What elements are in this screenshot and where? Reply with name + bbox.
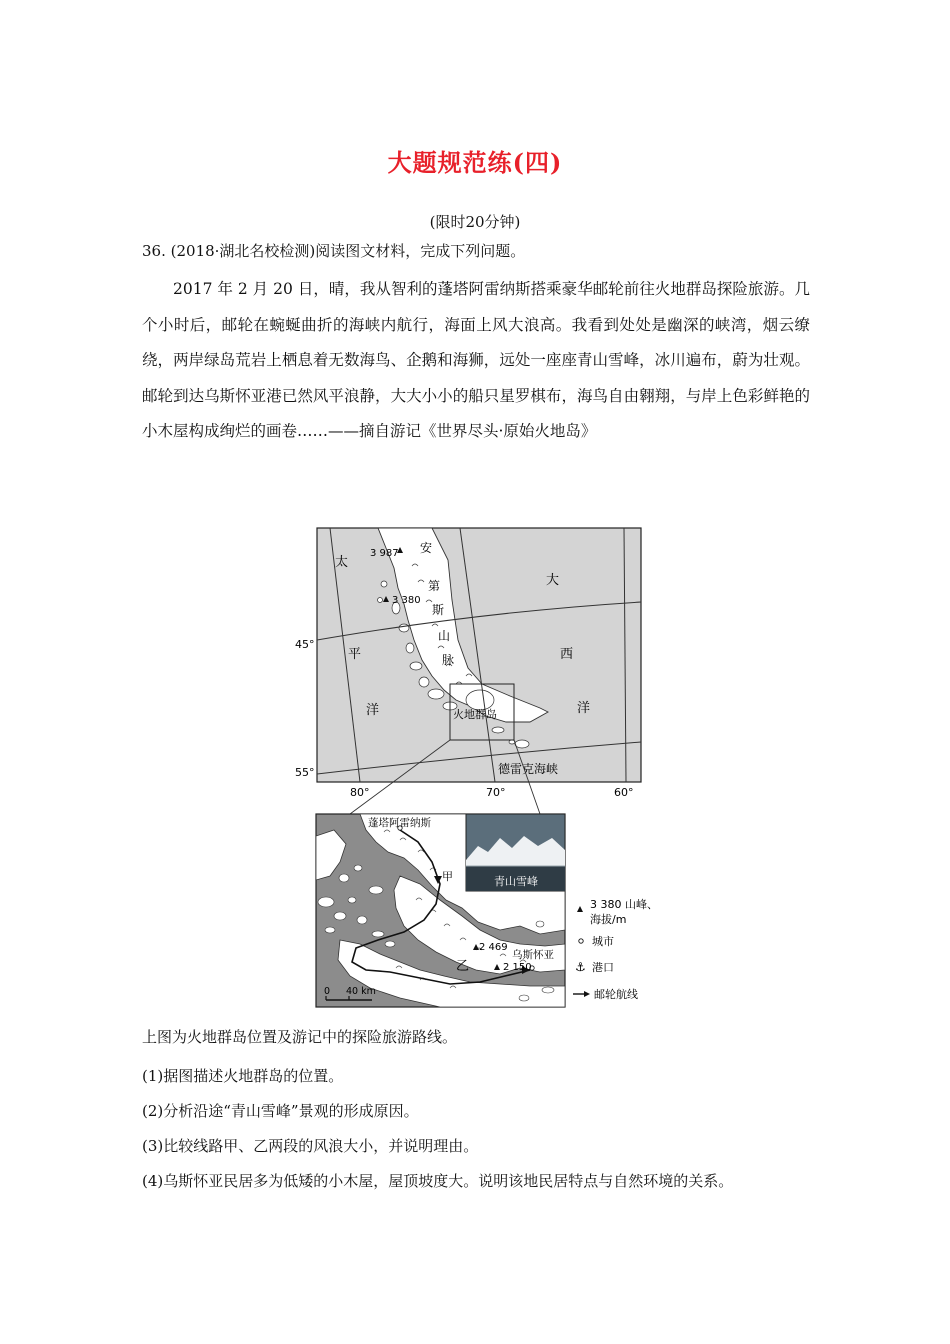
peak-label-3: 2 469 (479, 942, 508, 953)
scale-label-0: 0 (324, 986, 331, 997)
andes-char-5: 脉 (442, 653, 455, 667)
lon-80-label: 80° (350, 786, 370, 799)
andes-char-1: 安 (420, 541, 433, 555)
lon-70-label: 70° (486, 786, 506, 799)
subquestion-2: (2)分析沿途“青山雪峰”景观的形成原因。 (142, 1102, 419, 1120)
photo-caption: 青山雪峰 (494, 875, 538, 888)
detail-map (316, 814, 565, 1007)
subquestion-1: (1)据图描述火地群岛的位置。 (142, 1067, 344, 1085)
drake-passage-label: 德雷克海峡 (498, 762, 559, 776)
andes-char-3: 斯 (432, 603, 445, 617)
question-number: 36. (142, 242, 166, 260)
atlantic-char-2: 西 (560, 647, 574, 662)
passage: 2017 年 2 月 20 日，晴，我从智利的蓬塔阿雷纳斯搭乘豪华邮轮前往火地群岛探险旅游。几个小时后，邮轮在蜿蜒曲折的海峡内航行，海面上风大浪高。我看到处处是幽深的峡湾，烟云缭绕，两岸绿岛荒岩上栖息着无数海鸟、企鹅和海狮，远处一座座青山雪峰，冰川遍布，蔚为壮观。邮轮到达乌斯怀亚港已然风平浪静，大大小小的船只星罗棋布，海鸟自由翱翔，与岸上色彩鲜艳的小木屋构成绚烂的画卷……——摘自游记《世界尽头·原始火地岛》 (142, 280, 810, 440)
segment-label-yi: 乙 (456, 959, 470, 974)
legend-city-icon (579, 939, 583, 943)
legend-port-label: 港口 (592, 961, 614, 974)
photo-inset (466, 814, 565, 891)
peak-label-2: 3 380 (392, 595, 421, 606)
segment-label-jia: 甲 (442, 870, 453, 883)
legend-peak-icon (577, 906, 583, 912)
pacific-char-2: 平 (348, 647, 362, 662)
legend-peak-line2: 海拔/m (590, 913, 627, 926)
city-label-ushuaia: 乌斯怀亚 (512, 949, 554, 961)
pacific-char-3: 洋 (366, 703, 380, 718)
subquestion-3: (3)比较线路甲、乙两段的风浪大小，并说明理由。 (142, 1137, 479, 1155)
legend-route-label: 邮轮航线 (594, 988, 638, 1001)
question-source: (2018·湖北名校检测)阅读图文材料，完成下列问题。 (170, 242, 526, 260)
subquestion-4: (4)乌斯怀亚民居多为低矮的小木屋，屋顶坡度大。说明该地民居特点与自然环境的关系。 (142, 1172, 734, 1190)
peak-label-1: 3 987 (370, 548, 399, 559)
atlantic-char-1: 大 (546, 573, 560, 588)
legend-anchor-icon: ⚓ (575, 960, 586, 974)
overview-map (295, 528, 641, 799)
atlantic-char-3: 洋 (577, 701, 591, 716)
legend-city-label: 城市 (592, 935, 614, 948)
andes-char-4: 山 (438, 629, 451, 643)
time-limit: (限时20分钟) (429, 213, 521, 231)
scale-label-40: 40 km (346, 986, 376, 997)
legend-peak-line1: 3 380 山峰、 (590, 898, 658, 911)
city-label-punta: 蓬塔阿雷纳斯 (368, 817, 431, 829)
andes-char-2: 第 (428, 579, 441, 593)
page-title: 大题规范练(四) (387, 148, 563, 177)
legend (573, 897, 658, 1001)
peak-label-4: 2 150 (503, 962, 532, 973)
legend-route-arrow-icon (584, 991, 590, 997)
pacific-char-1: 太 (335, 555, 349, 570)
archipelago-label: 火地群岛 (453, 708, 497, 721)
lat-45-label: 45° (295, 638, 315, 651)
lat-55-label: 55° (295, 766, 315, 779)
figure-caption: 上图为火地群岛位置及游记中的探险旅游路线。 (142, 1028, 458, 1046)
lon-60-label: 60° (614, 786, 634, 799)
